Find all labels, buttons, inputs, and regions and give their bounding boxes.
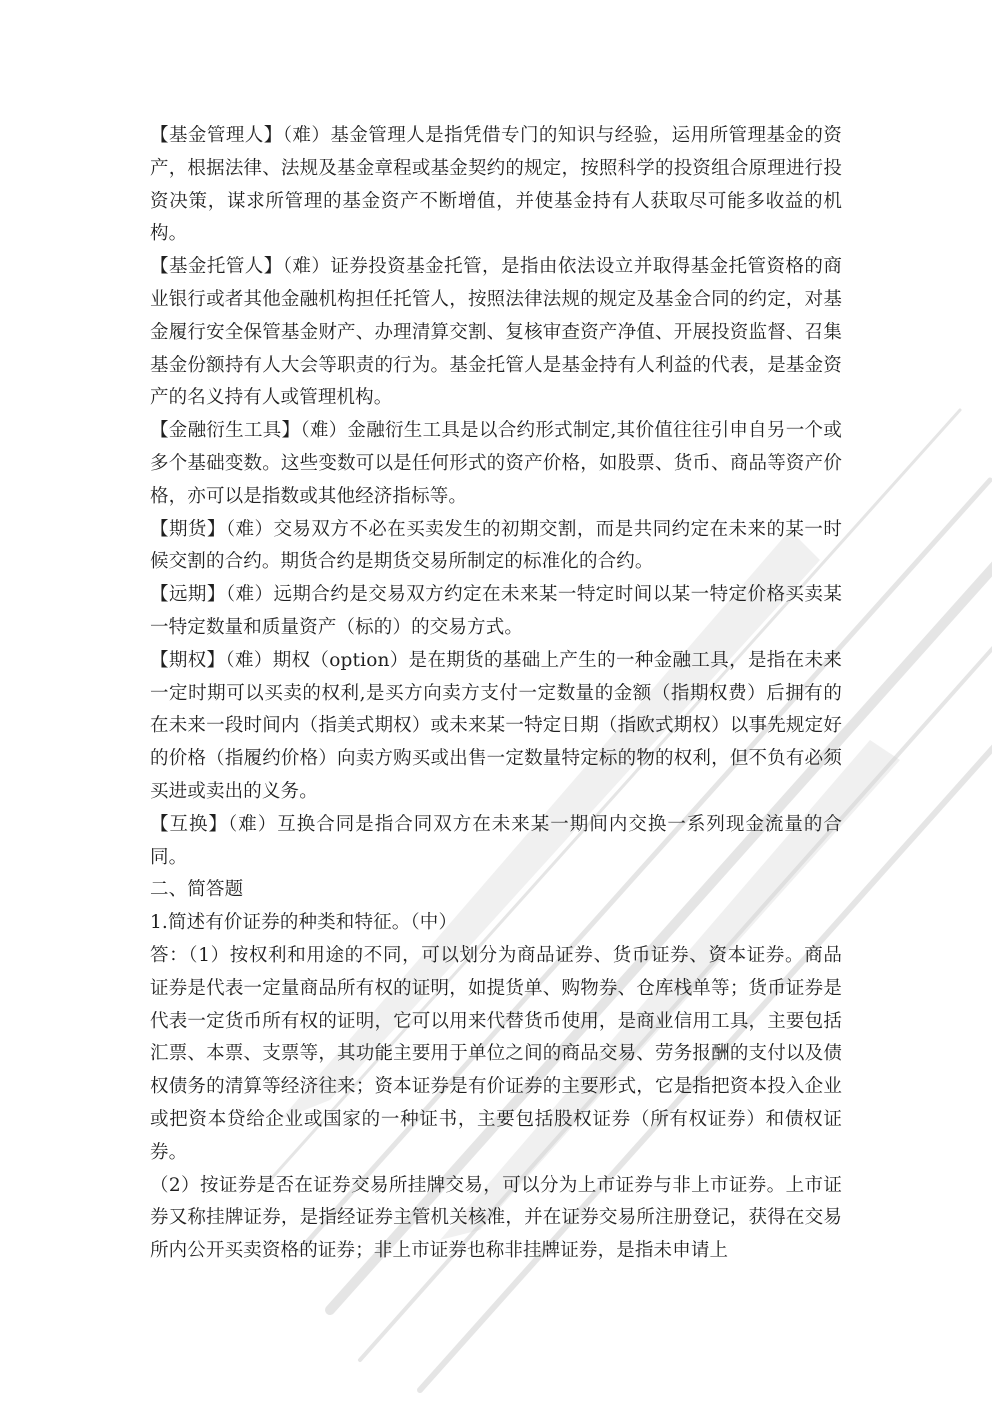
term-fund-manager: 【基金管理人】（难）基金管理人是指凭借专门的知识与经验，运用所管理基金的资产，根据法律、法规及基金章程或基金契约的规定，按照科学的投资组合原理进行投资决策，谋求所管理的基金资产不断增值，并使基金持有人获取尽可能多收益的机构。 [150, 125, 842, 245]
term-financial-derivatives: 【金融衍生工具】（难）金融衍生工具是以合约形式制定,其价值往往引申自另一个或多个基础变数。这些变数可以是任何形式的资产价格，如股票、货币、商品等资产价格，亦可以是指数或其他经济指标等。 [150, 420, 842, 507]
term-forwards: 【远期】（难）远期合约是交易双方约定在未来某一特定时间以某一特定价格买卖某一特定数量和质量资产（标的）的交易方式。 [150, 584, 842, 638]
section-heading: 二、简答题 [150, 879, 244, 901]
answer-paragraph-2: （2）按证券是否在证券交易所挂牌交易，可以分为上市证券与非上市证券。上市证券又称挂牌证券，是指经证券主管机关核准，并在证券交易所注册登记，获得在交易所内公开买卖资格的证券；非上市证券也称非挂牌证券，是指未申请上 [150, 1174, 842, 1262]
term-swaps: 【互换】（难）互换合同是指合同双方在未来某一期间内交换一系列现金流量的合同。 [150, 813, 842, 868]
question-heading: 1.简述有价证券的种类和特征。（中） [150, 912, 458, 934]
term-futures: 【期货】（难）交易双方不必在买卖发生的初期交割，而是共同约定在未来的某一时候交割的合约。期货合约是期货交易所制定的标准化的合约。 [150, 518, 842, 573]
term-fund-custodian: 【基金托管人】（难）证券投资基金托管，是指由依法设立并取得基金托管资格的商业银行或者其他金融机构担任托管人，按照法律法规的规定及基金合同的约定，对基金履行安全保管基金财产、办理清算交割、复核审查资产净值、开展投资监督、召集基金份额持有人大会等职责的行为。基金托管人是基金持有人利益的代表，是基金资产的名义持有人或管理机构。 [150, 256, 842, 409]
term-options: 【期权】（难）期权（option）是在期货的基础上产生的一种金融工具，是指在未来一定时期可以买卖的权利,是买方向卖方支付一定数量的金额（指期权费）后拥有的在未来一段时间内（指美式期权）或未来某一特定日期（指欧式期权）以事先规定好的价格（指履约价格）向卖方购买或出售一定数量特定标的物的权利，但不负有必须买进或卖出的义务。 [150, 649, 842, 802]
answer-paragraph-1: 答：（1）按权利和用途的不同，可以划分为商品证券、货币证券、资本证券。商品证券是代表一定量商品所有权的证明，如提货单、购物券、仓库栈单等；货币证券是代表一定货币所有权的证明，它可以用来代替货币使用，是商业信用工具，主要包括汇票、本票、支票等，其功能主要用于单位之间的商品交易、劳务报酬的支付以及债权债务的清算等经济往来；资本证券是有价证券的主要形式，它是指把资本投入企业或把资本贷给企业或国家的一种证书，主要包括股权证券（所有权证券）和债权证券。 [150, 944, 842, 1163]
document-body [150, 120, 842, 1268]
